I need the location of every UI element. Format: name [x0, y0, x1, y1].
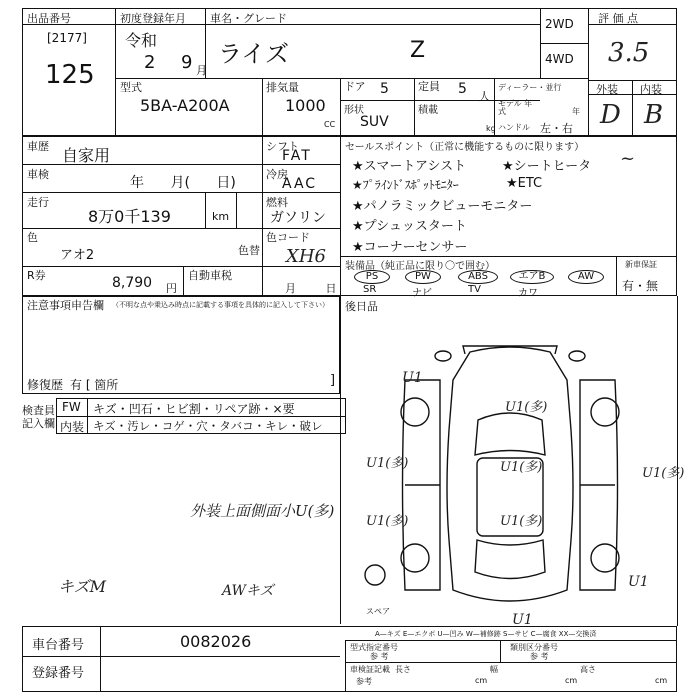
month-unit: 月	[196, 64, 207, 77]
fw-items: キズ・凹石・ヒビ割・リペア跡・×要	[93, 402, 295, 416]
reference-3: 参考	[356, 677, 372, 686]
fw-label: FW	[62, 400, 81, 414]
width-cm: cm	[565, 676, 578, 685]
yen-unit: 円	[166, 282, 177, 295]
damage-u1-rear-right: U1	[628, 574, 649, 590]
ac-label: 冷房	[266, 168, 288, 181]
equip-pw: PW	[405, 270, 441, 284]
interior-items: キズ・汚レ・コゲ・穴・タバコ・キレ・破レ	[93, 419, 323, 433]
interior-label: 内装	[640, 83, 662, 96]
shift: FAT	[282, 148, 312, 164]
shape: SUV	[360, 114, 389, 130]
exterior-label: 外装	[596, 83, 618, 96]
color-code-label: 色コード	[266, 231, 310, 244]
interior-items-label: 内装	[60, 420, 85, 434]
doors-label: ドア	[344, 80, 366, 93]
certificate-label: 車検証記載	[350, 665, 390, 674]
lot-sub: [2177]	[47, 31, 87, 45]
car-diagram	[345, 340, 675, 630]
year-suffix: 年	[572, 107, 580, 116]
history: 自家用	[62, 146, 111, 165]
inspector-label: 検査員 記入欄	[22, 404, 55, 430]
repair-close: ]	[330, 373, 336, 388]
mileage: 8万0千139	[88, 207, 171, 226]
sales-point: ★ﾌﾟﾗｲﾝﾄﾞｽﾎﾟｯﾄﾓﾆﾀｰ	[352, 178, 459, 192]
kg-unit: kg	[486, 124, 496, 133]
lot-label: 出品番号	[27, 12, 71, 25]
damage-u1-right: U1(多)	[642, 466, 685, 481]
new-car-label: 新車保証	[625, 260, 657, 269]
model-code: 5BA-A200A	[140, 96, 230, 115]
damage-u1-rear: U1	[512, 612, 533, 628]
capacity: 5	[458, 81, 467, 97]
repair-value: 有 [ 箇所	[70, 378, 119, 392]
exterior-grade: D	[600, 100, 621, 130]
interior-grade: B	[644, 100, 664, 130]
equip-sr: SR	[363, 284, 377, 295]
new-car-value: 有・無	[622, 279, 659, 293]
score-label: 評 価 点	[598, 12, 638, 25]
damage-u1-front-left: U1	[402, 370, 423, 386]
reg-month: 9	[181, 52, 193, 73]
chassis-label: 車台番号	[32, 638, 85, 653]
sales-point: ★シートヒータ	[502, 159, 592, 174]
equip-abs: ABS	[458, 270, 498, 284]
drive-4wd: 4WD	[545, 52, 574, 66]
handwritten-dash: ~	[620, 148, 636, 169]
inspection-label: 車検	[27, 168, 49, 181]
fuel: ガソリン	[270, 210, 326, 226]
notes-label: 注意事項申告欄	[27, 299, 104, 312]
height-label: 高さ	[580, 665, 596, 674]
model-designation-label: 型式指定番号	[350, 643, 398, 652]
reference-1: 参 考	[370, 652, 389, 661]
handwritten-note: 外装上面側面小U(多)	[190, 502, 335, 520]
damage-u1-center-low: U1(多)	[500, 514, 543, 529]
color-value: アオ2	[60, 248, 95, 263]
aftermarket-label: 後日品	[345, 300, 378, 313]
r-label: R券	[27, 269, 46, 282]
length-label: 長さ	[395, 665, 411, 674]
car-name: ライズ	[218, 40, 290, 68]
capacity-label: 定員	[418, 80, 440, 93]
sales-point: ★ETC	[506, 176, 543, 191]
height-cm: cm	[655, 676, 668, 685]
grade: Z	[410, 38, 426, 63]
handle-label: ハンドル	[498, 123, 530, 132]
cc-unit: CC	[324, 120, 336, 129]
damage-u1-front-roof: U1(多)	[505, 400, 548, 415]
repair-label: 修復歴	[27, 378, 64, 392]
sales-point: ★プシュッスタート	[352, 219, 467, 234]
equip-airbag: エアB	[510, 270, 554, 284]
r-amount: 8,790	[112, 275, 153, 291]
mileage-label: 走行	[27, 196, 49, 209]
handwritten-kizu: キズM	[58, 577, 107, 596]
era: 令和	[125, 31, 158, 50]
ac: AAC	[282, 176, 318, 192]
color-change-label: 色替	[238, 244, 260, 257]
equipment-title: 装備品（純正品に限り〇で囲む）	[345, 261, 495, 272]
capacity-unit: 人	[479, 90, 490, 103]
category-label: 類別区分番号	[510, 643, 558, 652]
drive-2wd: 2WD	[545, 17, 574, 31]
model-label: 型式	[120, 81, 142, 94]
equip-leather: カワ	[518, 288, 538, 299]
tax-label: 自動車税	[188, 269, 232, 282]
damage-u1-left-lower: U1(多)	[366, 514, 409, 529]
chassis-number: 0082026	[180, 632, 252, 651]
sales-point: ★パノラミックビューモニター	[352, 199, 533, 214]
notes-sub: （不明な点や乗込み時点に記載する事項を具体的に記入して下さい）	[112, 301, 329, 309]
displacement-label: 排気量	[266, 81, 299, 94]
first-reg-label: 初度登録年月	[120, 12, 186, 25]
equip-ps: PS	[354, 270, 390, 284]
reg-year: 2	[144, 52, 156, 73]
equip-tv: TV	[468, 284, 481, 295]
inspection: 年 月( 日)	[130, 175, 236, 191]
reg-label: 登録番号	[32, 666, 85, 681]
sales-point: ★スマートアシスト	[352, 159, 467, 174]
lot-number: 125	[45, 60, 95, 90]
reference-2: 参 考	[530, 652, 549, 661]
sales-title: セールスポイント（正常に機能するものに限ります）	[345, 142, 585, 153]
shape-label: 形状	[344, 105, 364, 116]
history-label: 車歴	[27, 140, 49, 153]
damage-u1-center: U1(多)	[500, 460, 543, 475]
handle-value: 左・右	[540, 122, 573, 135]
width-label: 幅	[490, 665, 498, 674]
equip-navi: ナビ	[412, 288, 432, 299]
color-code: XH6	[286, 246, 326, 267]
model-year-label: モデル 年式	[498, 99, 533, 116]
displacement: 1000	[285, 96, 326, 115]
name-label: 車名・グレード	[210, 12, 287, 25]
load-label: 積載	[418, 105, 438, 116]
damage-u1-left-upper: U1(多)	[366, 456, 409, 471]
spare-label: スペア	[366, 607, 390, 616]
diagram-legend: A—キズ E—エクボ U—凹み W—補修跡 S—サビ C—腐食 XX—交換済	[375, 630, 597, 638]
sales-point: ★コーナーセンサー	[352, 240, 468, 255]
doors: 5	[380, 81, 389, 97]
dealer-label: ディーラー・並行	[498, 83, 562, 92]
km-unit: km	[212, 210, 230, 223]
handwritten-aw: AWキズ	[222, 583, 274, 599]
fuel-label: 燃料	[266, 196, 288, 209]
color-label: 色	[27, 231, 38, 244]
score-value: 3.5	[608, 38, 650, 68]
length-cm: cm	[475, 676, 488, 685]
equip-aw: AW	[568, 270, 604, 284]
tax-value: 月 日	[285, 282, 337, 295]
shift-label: シフト	[266, 140, 299, 153]
